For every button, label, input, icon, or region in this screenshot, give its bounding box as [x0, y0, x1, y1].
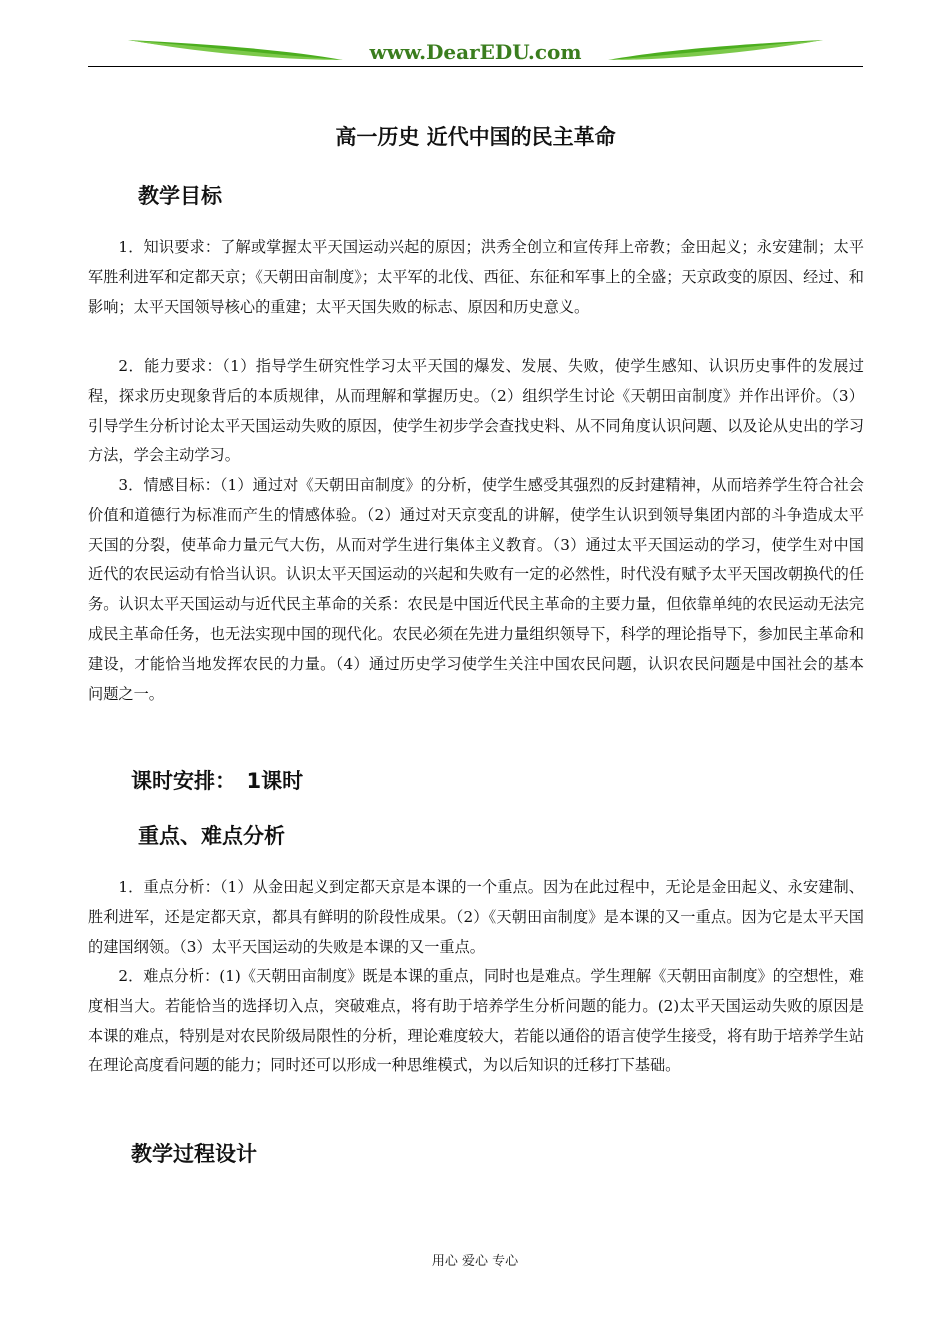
schedule-heading: 课时安排： 1课时	[131, 769, 304, 793]
header-rule	[88, 66, 863, 67]
goal-ability: 2．能力要求：（1）指导学生研究性学习太平天国的爆发、发展、失败，使学生感知、认识历史事件的发展过程，探求历史现象背后的本质规律，从而理解和掌握历史。（2）组织学生讨论《天朝田亩制度》并作出评价。（3）引导学生分析讨论太平天国运动失败的原因，使学生初步学会查找史料、从不同角度认识问题、以及论从史出的学习方法，学会主动学习。	[88, 357, 864, 465]
focus-heading: 重点、难点分析	[138, 824, 285, 848]
site-brand	[88, 40, 863, 64]
page-header	[88, 34, 863, 68]
goal-knowledge: 1．知识要求：了解或掌握太平天国运动兴起的原因；洪秀全创立和宣传拜上帝教；金田起义；永安建制；太平军胜利进军和定都天京；《天朝田亩制度》；太平军的北伐、西征、东征和军事上的全盛；天京政变的原因、经过、和影响；太平天国领导核心的重建；太平天国失败的标志、原因和历史意义。	[88, 238, 864, 316]
brand-prefix: www.Dear	[369, 40, 480, 64]
goals-heading: 教学目标	[138, 184, 222, 208]
page-title: 高一历史 近代中国的民主革命	[335, 125, 616, 149]
focus-key-points: 1．重点分析：（1）从金田起义到定都天京是本课的一个重点。因为在此过程中，无论是金田起义、永安建制、胜利进军，还是定都天京，都具有鲜明的阶段性成果。（2）《天朝田亩制度》是本课的又一重点。因为它是太平天国的建国纲领。（3）太平天国运动的失败是本课的又一重点。	[88, 878, 864, 956]
focus-difficult-points: 2．难点分析：(1)《天朝田亩制度》既是本课的重点，同时也是难点。学生理解《天朝田亩制度》的空想性，难度相当大。若能恰当的选择切入点，突破难点，将有助于培养学生分析问题的能力。(2)太平天国运动失败的原因是本课的难点，特别是对农民阶级局限性的分析，理论难度较大，若能以通俗的语言使学生接受，将有助于培养学生站在理论高度看问题的能力；同时还可以形成一种思维模式，为以后知识的迁移打下基础。	[88, 967, 864, 1075]
goal-emotion: 3．情感目标：（1）通过对《天朝田亩制度》的分析，使学生感受其强烈的反封建精神，从而培养学生符合社会价值和道德行为标准而产生的情感体验。（2）通过对天京变乱的讲解，使学生认识到领导集团内部的斗争造成太平天国的分裂，使革命力量元气大伤，从而对学生进行集体主义教育。（3）通过太平天国运动的学习，使学生对中国近代的农民运动有恰当认识。认识太平天国运动的兴起和失败有一定的必然性，时代没有赋予太平天国改朝换代的任务。认识太平天国运动与近代民主革命的关系：农民是中国近代民主革命的主要力量，但依靠单纯的农民运动无法完成民主革命任务，也无法实现中国的现代化。农民必须在先进力量组织领导下，科学的理论指导下，参加民主革命和建设，才能恰当地发挥农民的力量。（4）通过历史学习使学生关注中国农民问题，认识农民问题是中国社会的基本问题之一。	[88, 476, 864, 703]
brand-suffix: .com	[527, 40, 582, 64]
brand-edu: EDU	[479, 40, 528, 64]
page-footer: 用心 爱心 专心	[431, 1254, 519, 1269]
process-heading: 教学过程设计	[131, 1142, 257, 1166]
